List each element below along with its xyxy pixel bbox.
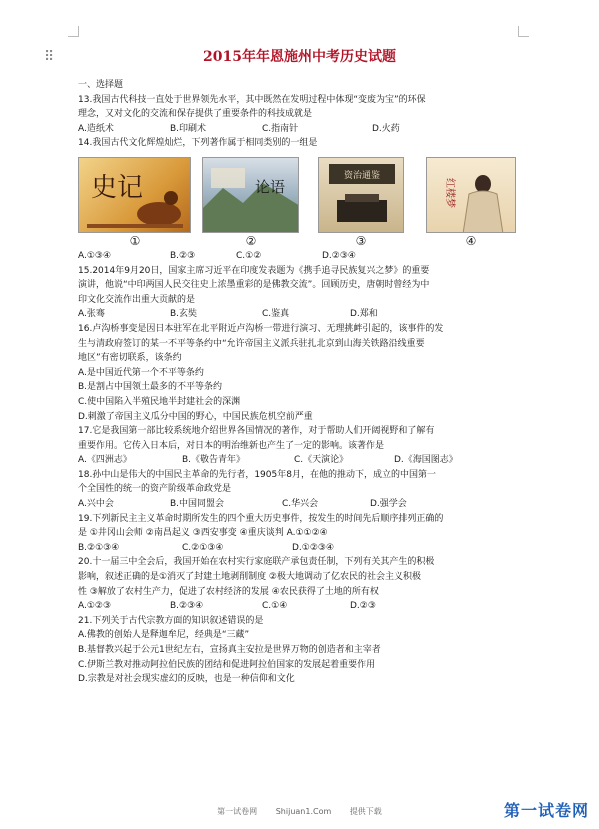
question-line: 影响，叙述正确的是①消灭了封建土地剥削制度 ②极大地调动了亿农民的社会主义积极 bbox=[78, 572, 421, 583]
book-images bbox=[78, 157, 523, 247]
option: D.①②③④ bbox=[292, 542, 335, 553]
picture-number: ③ bbox=[355, 233, 367, 248]
question-line: 19.下列新民主主义革命时期所发生的四个重大历史事件，按发生的时间先后顺序排列正确的 bbox=[78, 513, 444, 524]
option: B.基督教兴起于公元1世纪左右，宣扬真主安拉是世界万物的创造者和主宰者 bbox=[78, 645, 381, 655]
option: B.《敬告青年》 bbox=[182, 455, 246, 466]
option: C.使中国陷入半殖民地半封建社会的深渊 bbox=[78, 396, 241, 407]
option: D.强学会 bbox=[370, 499, 407, 510]
footer-site-name: 第一试卷网 bbox=[217, 807, 258, 816]
section-heading: 一、选择题 bbox=[78, 80, 124, 90]
exam-content bbox=[78, 78, 523, 687]
picture-number: ① bbox=[129, 233, 141, 248]
question-line: 13.我国古代科技一直处于世界领先水平，其中既然在发明过程中体现“变废为宝”的环保 bbox=[78, 94, 426, 105]
q19-options bbox=[78, 541, 523, 556]
q18-options bbox=[78, 497, 523, 512]
option: D.《海国图志》 bbox=[394, 455, 458, 466]
option: D.②③④ bbox=[322, 250, 356, 261]
brand-watermark: 第一试卷网 bbox=[503, 801, 589, 820]
picture-number: ② bbox=[245, 233, 257, 248]
book-title: 史记 bbox=[91, 172, 144, 203]
option: D.②③ bbox=[350, 601, 376, 612]
option: C.①④ bbox=[262, 601, 288, 612]
book-image-hongloumeng bbox=[426, 157, 516, 233]
option: A.《四洲志》 bbox=[78, 455, 132, 466]
option: C.伊斯兰教对推动阿拉伯民族的团结和促进阿拉伯国家的发展起着重要作用 bbox=[78, 659, 376, 670]
question-line: 印文化交流作出重大贡献的是 bbox=[78, 294, 196, 305]
q17-options bbox=[78, 453, 523, 468]
book-image-lunyu bbox=[202, 157, 299, 233]
option: C.指南针 bbox=[262, 123, 299, 134]
question-line: 性 ③解放了农村生产力，促进了农村经济的发展 ④农民获得了土地的所有权 bbox=[78, 586, 379, 597]
question-line: 理念，又对文化的交流和保存提供了重要条件的科技成就是 bbox=[78, 109, 313, 120]
option: B.印刷术 bbox=[170, 123, 207, 134]
question-line: 地区”有密切联系，该条约 bbox=[78, 353, 182, 364]
option: A.①③④ bbox=[78, 250, 112, 261]
option: B.是割占中国领土最多的不平等条约 bbox=[78, 382, 223, 393]
option: C.②①③④ bbox=[182, 542, 224, 553]
option: C.华兴会 bbox=[282, 499, 319, 510]
option: C.①② bbox=[236, 250, 262, 261]
option: B.②①③④ bbox=[78, 542, 120, 553]
question-line: 20.十一届三中全会后，我国开始在农村实行家庭联产承包责任制，下列有关其产生的积极 bbox=[78, 557, 435, 568]
page-title: 2015年年恩施州中考历史试题 bbox=[203, 49, 396, 65]
hongloumeng-illustration bbox=[427, 158, 516, 233]
footer-site-url[interactable]: Shijuan1.Com bbox=[275, 807, 332, 816]
question-line: 14.我国古代文化辉煌灿烂，下列著作属于相同类别的一组是 bbox=[78, 138, 318, 149]
q13-options bbox=[78, 122, 523, 137]
option: A.造纸术 bbox=[78, 123, 114, 134]
option: B.②③ bbox=[170, 250, 196, 261]
book-title: 资治通鉴 bbox=[343, 170, 381, 181]
question-line: 17.它是我国第一部比较系统地介绍世界各国情况的著作，对于帮助人们开阔视野和了解有 bbox=[78, 426, 435, 437]
zizhitongjian-illustration bbox=[319, 158, 404, 233]
question-line: 是 ①井冈山会师 ②南昌起义 ③西安事变 ④重庆谈判 A.①①②④ bbox=[78, 528, 328, 539]
option: B.中国同盟会 bbox=[170, 499, 225, 510]
book-title: 论语 bbox=[255, 177, 286, 196]
q20-options bbox=[78, 599, 523, 614]
question-line: 演讲，他说“中印两国人民交往史上浓墨重彩的是佛教交流”。回顾历史，唐朝时曾经为中 bbox=[78, 280, 430, 291]
option: D.宗教是对社会现实虚幻的反映，也是一种信仰和文化 bbox=[78, 674, 295, 685]
question-line: 重要作用。它传入日本后，对日本的明治维新也产生了一定的影响。该著作是 bbox=[78, 440, 385, 451]
option: D.火药 bbox=[372, 123, 400, 134]
corner-mark-right bbox=[518, 26, 529, 37]
question-line: 15.2014年9月20日，国家主席习近平在印度发表题为《携手追寻民族复兴之梦》的重要 bbox=[78, 265, 430, 276]
option: A.张骞 bbox=[78, 309, 105, 320]
option: D.刺激了帝国主义瓜分中国的野心，中国民族危机空前严重 bbox=[78, 411, 313, 422]
q14-options bbox=[78, 249, 523, 264]
option: B.②③④ bbox=[170, 601, 204, 612]
book-image-shiji bbox=[78, 157, 191, 233]
q15-options bbox=[78, 307, 523, 322]
option: A.兴中会 bbox=[78, 499, 114, 510]
question-line: 21.下列关于古代宗教方面的知识叙述错误的是 bbox=[78, 615, 264, 626]
lunyu-illustration bbox=[203, 158, 299, 233]
question-line: 18.孙中山是伟大的中国民主革命的先行者，1905年8月，在他的推动下，成立的中国第一 bbox=[78, 469, 436, 480]
question-line: 生与清政府签订的某一不平等条约中“允许帝国主义派兵驻扎北京到山海关铁路沿线重要 bbox=[78, 338, 425, 349]
option: A.①②③ bbox=[78, 601, 112, 612]
drag-handle-icon[interactable]: ⠿ bbox=[44, 49, 56, 65]
shiji-illustration bbox=[79, 158, 191, 233]
option: D.郑和 bbox=[350, 309, 378, 320]
option: C.鉴真 bbox=[262, 309, 290, 320]
picture-number: ④ bbox=[465, 233, 477, 248]
book-image-zizhitongjian bbox=[318, 157, 404, 233]
book-title: 红楼梦 bbox=[444, 177, 455, 208]
option: C.《天演论》 bbox=[294, 455, 349, 466]
option: A.佛教的创始人是释迦牟尼，经典是“三藏” bbox=[78, 630, 250, 641]
footer-download-text: 提供下载 bbox=[349, 807, 382, 816]
corner-mark-left bbox=[68, 26, 79, 37]
option: B.玄奘 bbox=[170, 309, 198, 320]
question-line: 16.卢沟桥事变是因日本驻军在北平附近卢沟桥一带进行演习、无理挑衅引起的，该事件的发 bbox=[78, 323, 444, 334]
question-line: 个全国性的统一的资产阶级革命政党是 bbox=[78, 484, 232, 495]
option: A.是中国近代第一个不平等条约 bbox=[78, 367, 204, 378]
